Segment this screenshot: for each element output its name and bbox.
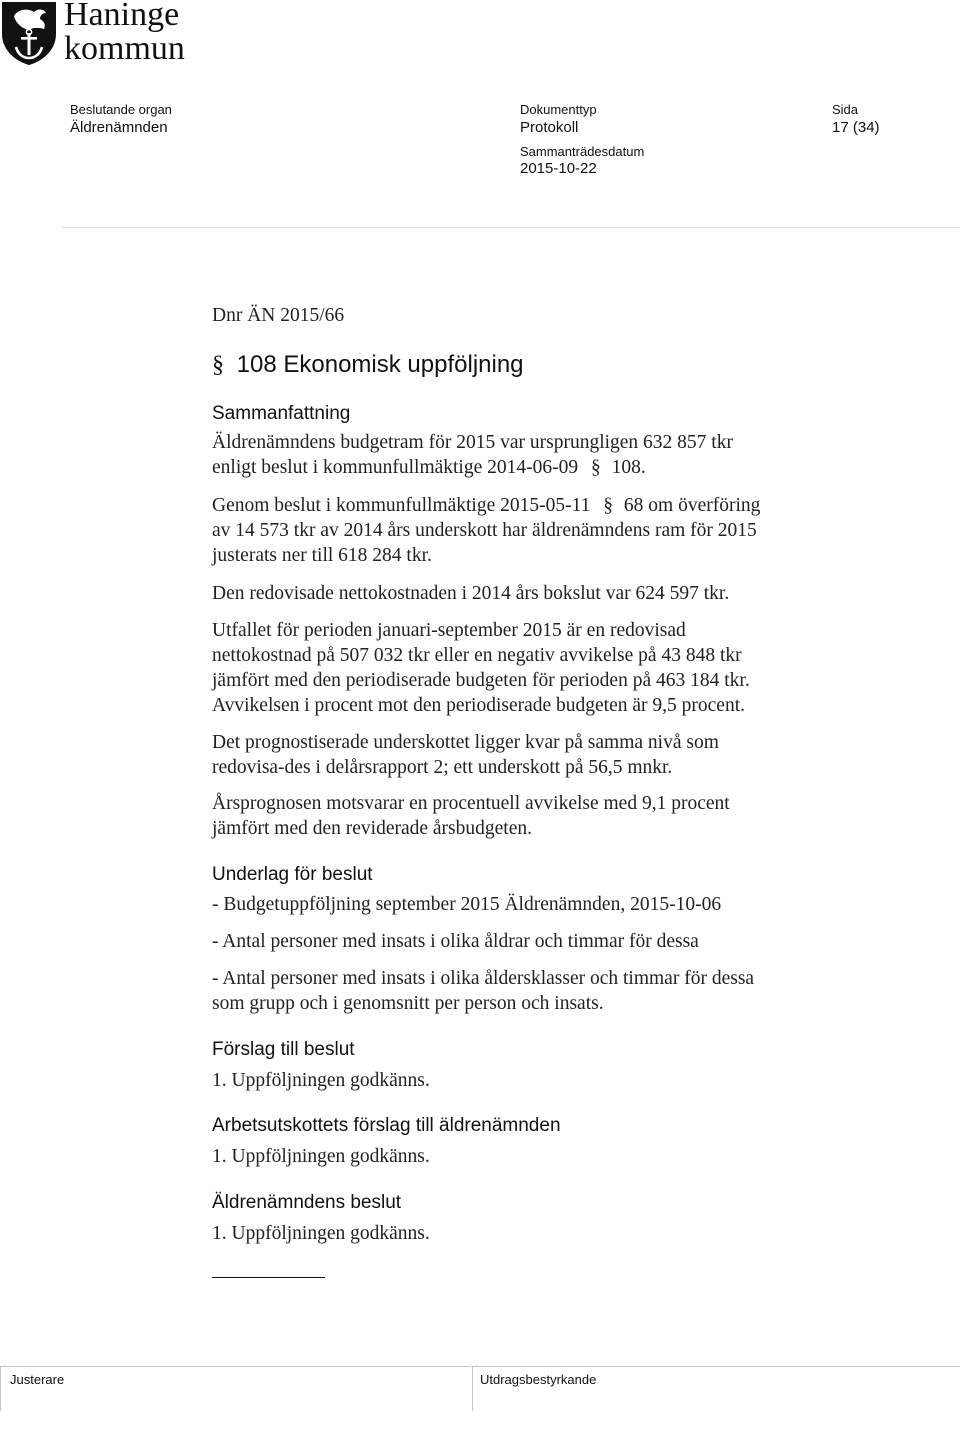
basis-item-1: - Budgetuppföljning september 2015 Äldrenämnden, 2015-10-06	[212, 894, 722, 915]
summary-paragraph-5-line-1: Det prognostiserade underskottet ligger kvar på samma nivå som	[212, 732, 719, 753]
adjuster-box	[0, 1366, 471, 1411]
signature-rule	[212, 1277, 325, 1278]
adjuster-label: Justerare	[10, 1372, 65, 1387]
page-value: 17 (34)	[832, 119, 880, 136]
summary-paragraph-4-line-2: nettokostnad på 507 032 tkr eller en negativ avvikelse på 43 848 tkr	[212, 645, 742, 666]
title-text: 108 Ekonomisk uppföljning	[236, 351, 524, 378]
page-label: Sida	[832, 102, 859, 117]
proposal-item-1: 1. Uppföljningen godkänns.	[212, 1070, 430, 1091]
summary-heading: Sammanfattning	[212, 403, 351, 424]
logo-line-2: kommun	[64, 30, 185, 67]
dnr: Dnr ÄN 2015/66	[212, 305, 345, 326]
organ-label: Beslutande organ	[70, 102, 172, 117]
decision-heading: Äldrenämndens beslut	[212, 1192, 402, 1213]
header-divider	[62, 227, 960, 228]
section-sign: §	[212, 352, 224, 378]
committee-item-1: 1. Uppföljningen godkänns.	[212, 1146, 430, 1167]
summary-paragraph-4-line-4: Avvikelsen i procent mot den periodiserade budgeten är 9,5 procent.	[212, 695, 746, 716]
summary-paragraph-1-line-2: enligt beslut i kommunfullmäktige 2014-06-09 § 108.	[212, 457, 646, 478]
logo-line-1: Haninge	[64, 0, 180, 33]
coat-of-arms-icon	[0, 0, 58, 66]
organ-value: Äldrenämnden	[70, 119, 168, 136]
logo-wordmark	[64, 0, 185, 66]
doctype-value: Protokoll	[520, 119, 579, 136]
summary-paragraph-2-line-3: justerats ner till 618 284 tkr.	[212, 545, 432, 566]
basis-item-3-line-1: - Antal personer med insats i olika åldersklasser och timmar för dessa	[212, 968, 755, 989]
extract-label: Utdragsbestyrkande	[480, 1372, 597, 1387]
committee-heading: Arbetsutskottets förslag till äldrenämnden	[212, 1115, 561, 1136]
date-value: 2015-10-22	[520, 160, 597, 177]
page-title	[212, 351, 524, 379]
summary-paragraph-1-line-1: Äldrenämndens budgetram för 2015 var ursprungligen 632 857 tkr	[212, 432, 733, 453]
summary-paragraph-3: Den redovisade nettokostnaden i 2014 års bokslut var 624 597 tkr.	[212, 583, 730, 604]
basis-heading: Underlag för beslut	[212, 864, 373, 885]
decision-item-1: 1. Uppföljningen godkänns.	[212, 1223, 430, 1244]
doctype-label: Dokumenttyp	[520, 102, 597, 117]
summary-paragraph-6-line-1: Årsprognosen motsvarar en procentuell avvikelse med 9,1 procent	[212, 793, 730, 814]
summary-paragraph-5-line-2: redovisa-des i delårsrapport 2; ett underskott på 56,5 mnkr.	[212, 757, 673, 778]
summary-paragraph-6-line-2: jämfört med den reviderade årsbudgeten.	[212, 818, 532, 839]
basis-item-3-line-2: som grupp och i genomsnitt per person och insats.	[212, 993, 604, 1014]
proposal-heading: Förslag till beslut	[212, 1039, 355, 1060]
summary-paragraph-2-line-1: Genom beslut i kommunfullmäktige 2015-05-11 § 68 om överföring	[212, 495, 761, 516]
summary-paragraph-4-line-3: jämfört med den periodiserade budgeten för perioden på 463 184 tkr.	[212, 670, 750, 691]
haninge-logo	[0, 0, 240, 72]
date-label: Sammanträdesdatum	[520, 144, 645, 159]
basis-item-2: - Antal personer med insats i olika åldrar och timmar för dessa	[212, 931, 699, 952]
summary-paragraph-4-line-1: Utfallet för perioden januari-september 2015 är en redovisad	[212, 620, 686, 641]
summary-paragraph-2-line-2: av 14 573 tkr av 2014 års underskott har äldrenämndens ram för 2015	[212, 520, 757, 541]
